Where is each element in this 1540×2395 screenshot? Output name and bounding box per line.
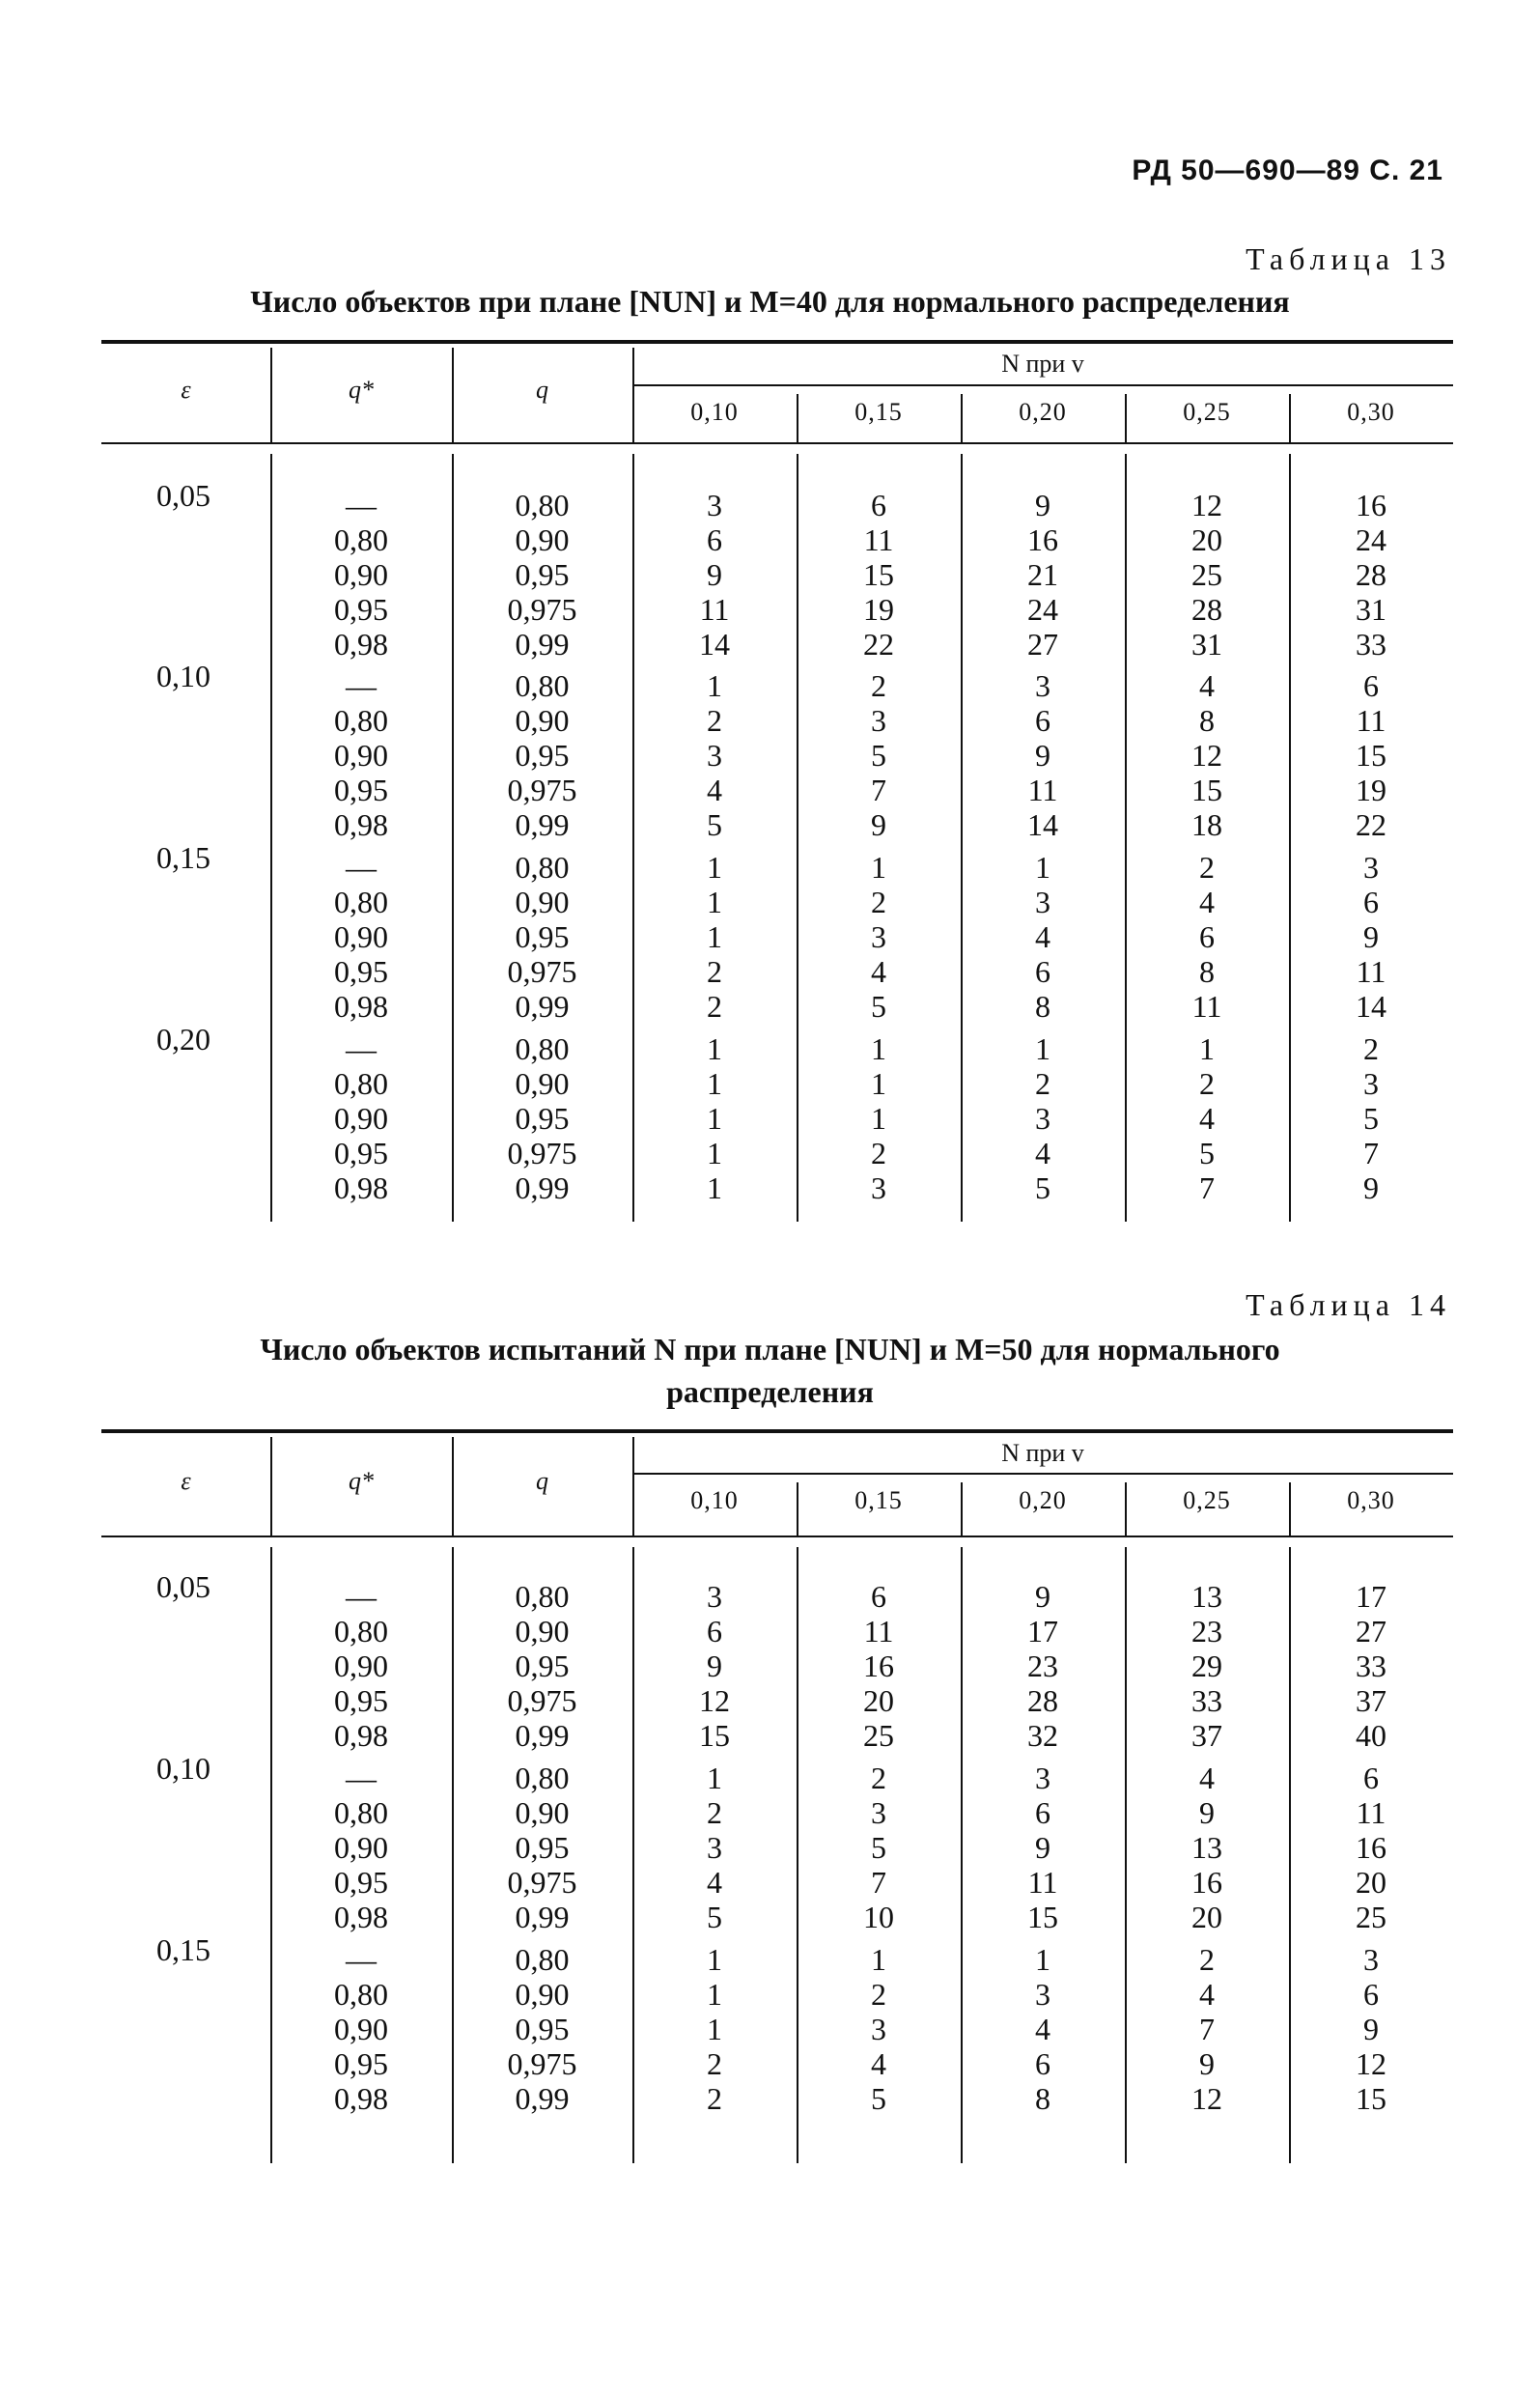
n-value-cell: 7 <box>871 1865 886 1900</box>
header-q: q <box>536 1467 548 1495</box>
q-cell: 0,80 <box>515 850 570 885</box>
n-value-cell: 20 <box>1191 1900 1222 1934</box>
n-value-cell: 4 <box>707 773 722 807</box>
n-value-cell: 28 <box>1191 592 1222 627</box>
n-value-cell: 2 <box>1363 1031 1379 1066</box>
n-value-cell: 2 <box>707 2081 722 2116</box>
q-star-cell: 0,98 <box>334 1900 388 1934</box>
n-value-cell: 20 <box>1356 1865 1386 1900</box>
q-star-cell: 0,80 <box>334 1977 388 2012</box>
header-v-value: 0,25 <box>1183 398 1231 426</box>
n-value-cell: 16 <box>1356 488 1386 522</box>
n-value-cell: 11 <box>1356 954 1386 989</box>
q-cell: 0,99 <box>515 1718 570 1753</box>
n-value-cell: 1 <box>707 1101 722 1136</box>
n-value-cell: 3 <box>871 1170 886 1205</box>
n-value-cell: 11 <box>699 592 730 627</box>
n-value-cell: 4 <box>871 2046 886 2081</box>
q-cell: 0,99 <box>515 1170 570 1205</box>
table-title: Число объектов испытаний N при плане [NUN] и M=50 для нормального <box>260 1332 1280 1367</box>
n-value-cell: 27 <box>1027 627 1058 662</box>
n-value-cell: 1 <box>707 919 722 954</box>
n-value-cell: 2 <box>707 2046 722 2081</box>
n-value-cell: 1 <box>707 668 722 703</box>
n-value-cell: 1 <box>1035 850 1050 885</box>
epsilon-value: 0,20 <box>156 1022 210 1057</box>
n-value-cell: 1 <box>871 1942 886 1977</box>
n-value-cell: 9 <box>1199 1795 1215 1830</box>
n-value-cell: 9 <box>1199 2046 1215 2081</box>
q-cell: 0,90 <box>515 1977 570 2012</box>
n-value-cell: 4 <box>1199 885 1215 919</box>
n-value-cell: 3 <box>1035 668 1050 703</box>
n-value-cell: 2 <box>871 1136 886 1170</box>
epsilon-value: 0,15 <box>156 1932 210 1967</box>
n-value-cell: 1 <box>1035 1031 1050 1066</box>
q-star-cell: 0,90 <box>334 738 388 773</box>
q-cell: 0,90 <box>515 1795 570 1830</box>
n-value-cell: 9 <box>1035 488 1050 522</box>
n-value-cell: 2 <box>707 1795 722 1830</box>
q-cell: 0,95 <box>515 2012 570 2046</box>
n-value-cell: 1 <box>707 1977 722 2012</box>
n-value-cell: 33 <box>1356 1648 1386 1683</box>
n-value-cell: 6 <box>707 1614 722 1648</box>
q-star-cell: 0,98 <box>334 1170 388 1205</box>
n-value-cell: 1 <box>707 1942 722 1977</box>
q-cell: 0,95 <box>515 1830 570 1865</box>
n-value-cell: 4 <box>1035 2012 1050 2046</box>
header-bottom-rule <box>101 1536 1453 1537</box>
q-star-cell: 0,90 <box>334 919 388 954</box>
n-value-cell: 17 <box>1356 1579 1386 1614</box>
n-value-cell: 11 <box>1027 1865 1058 1900</box>
q-star-cell: 0,98 <box>334 627 388 662</box>
n-value-cell: 23 <box>1191 1614 1222 1648</box>
n-value-cell: 17 <box>1027 1614 1058 1648</box>
n-value-cell: 11 <box>1356 1795 1386 1830</box>
n-value-cell: 3 <box>1035 1761 1050 1795</box>
q-cell: 0,80 <box>515 488 570 522</box>
n-value-cell: 5 <box>871 1830 886 1865</box>
n-value-cell: 24 <box>1027 592 1058 627</box>
q-star-cell: 0,98 <box>334 1718 388 1753</box>
header-v-value: 0,10 <box>690 398 739 426</box>
n-value-cell: 13 <box>1191 1830 1222 1865</box>
q-star-cell: — <box>346 668 377 703</box>
n-value-cell: 1 <box>1199 1031 1215 1066</box>
n-value-cell: 14 <box>1027 807 1058 842</box>
q-star-cell: 0,95 <box>334 592 388 627</box>
n-value-cell: 5 <box>1035 1170 1050 1205</box>
n-value-cell: 28 <box>1027 1683 1058 1718</box>
n-value-cell: 28 <box>1356 557 1386 592</box>
n-value-cell: 25 <box>1191 557 1222 592</box>
header-n-pri-v: N при v <box>1001 350 1084 378</box>
n-value-cell: 4 <box>1035 919 1050 954</box>
header-v-value: 0,30 <box>1347 398 1395 426</box>
n-value-cell: 3 <box>707 738 722 773</box>
q-star-cell: 0,98 <box>334 989 388 1024</box>
header-q-star: q* <box>349 1467 374 1495</box>
epsilon-value: 0,05 <box>156 1569 210 1604</box>
n-value-cell: 9 <box>1035 1579 1050 1614</box>
n-value-cell: 6 <box>1035 703 1050 738</box>
n-value-cell: 5 <box>871 738 886 773</box>
n-value-cell: 2 <box>1199 1942 1215 1977</box>
q-cell: 0,99 <box>515 807 570 842</box>
n-value-cell: 3 <box>871 919 886 954</box>
n-value-cell: 3 <box>707 488 722 522</box>
n-value-cell: 29 <box>1191 1648 1222 1683</box>
n-value-cell: 40 <box>1356 1718 1386 1753</box>
n-value-cell: 1 <box>1035 1942 1050 1977</box>
q-star-cell: 0,95 <box>334 1683 388 1718</box>
n-value-cell: 25 <box>863 1718 894 1753</box>
q-star-cell: 0,95 <box>334 1136 388 1170</box>
q-star-cell: 0,90 <box>334 1648 388 1683</box>
n-value-cell: 15 <box>863 557 894 592</box>
epsilon-value: 0,10 <box>156 659 210 693</box>
n-value-cell: 12 <box>699 1683 730 1718</box>
table-title: Число объектов при плане [NUN] и M=40 для нормального распределения <box>250 284 1290 319</box>
n-value-cell: 16 <box>1191 1865 1222 1900</box>
q-star-cell: — <box>346 1942 377 1977</box>
n-value-cell: 33 <box>1191 1683 1222 1718</box>
n-value-cell: 2 <box>871 1977 886 2012</box>
header-v-value: 0,15 <box>854 398 903 426</box>
n-value-cell: 11 <box>1191 989 1222 1024</box>
n-value-cell: 5 <box>707 1900 722 1934</box>
n-value-cell: 6 <box>1363 885 1379 919</box>
q-cell: 0,975 <box>507 2046 577 2081</box>
q-cell: 0,975 <box>507 1865 577 1900</box>
n-value-cell: 1 <box>707 1031 722 1066</box>
table-title: распределения <box>666 1374 874 1409</box>
epsilon-value: 0,05 <box>156 478 210 513</box>
n-value-cell: 2 <box>707 703 722 738</box>
header-q-star: q* <box>349 376 374 404</box>
n-value-cell: 6 <box>1363 668 1379 703</box>
header-v-value: 0,20 <box>1019 1486 1067 1514</box>
n-value-cell: 4 <box>707 1865 722 1900</box>
n-value-cell: 4 <box>1199 668 1215 703</box>
q-cell: 0,99 <box>515 989 570 1024</box>
q-cell: 0,99 <box>515 2081 570 2116</box>
q-cell: 0,95 <box>515 919 570 954</box>
n-value-cell: 7 <box>1363 1136 1379 1170</box>
n-value-cell: 15 <box>1356 738 1386 773</box>
n-value-cell: 5 <box>1199 1136 1215 1170</box>
header-sub-rule <box>632 1473 1453 1475</box>
n-value-cell: 14 <box>699 627 730 662</box>
n-value-cell: 1 <box>707 1066 722 1101</box>
n-value-cell: 3 <box>1363 1942 1379 1977</box>
n-value-cell: 15 <box>699 1718 730 1753</box>
n-value-cell: 16 <box>863 1648 894 1683</box>
n-value-cell: 4 <box>1035 1136 1050 1170</box>
n-value-cell: 9 <box>707 1648 722 1683</box>
n-value-cell: 2 <box>1035 1066 1050 1101</box>
n-value-cell: 5 <box>871 2081 886 2116</box>
n-value-cell: 15 <box>1027 1900 1058 1934</box>
n-value-cell: 3 <box>871 703 886 738</box>
n-value-cell: 1 <box>707 1761 722 1795</box>
n-value-cell: 2 <box>707 989 722 1024</box>
n-value-cell: 1 <box>707 2012 722 2046</box>
n-value-cell: 9 <box>1035 1830 1050 1865</box>
q-cell: 0,95 <box>515 738 570 773</box>
header-q: q <box>536 376 548 404</box>
n-value-cell: 22 <box>1356 807 1386 842</box>
n-value-cell: 6 <box>1035 1795 1050 1830</box>
q-star-cell: — <box>346 488 377 522</box>
q-cell: 0,80 <box>515 1761 570 1795</box>
n-value-cell: 8 <box>1199 703 1215 738</box>
n-value-cell: 14 <box>1356 989 1386 1024</box>
n-value-cell: 31 <box>1356 592 1386 627</box>
n-value-cell: 8 <box>1199 954 1215 989</box>
n-value-cell: 2 <box>871 1761 886 1795</box>
n-value-cell: 20 <box>1191 522 1222 557</box>
q-cell: 0,80 <box>515 1031 570 1066</box>
n-value-cell: 21 <box>1027 557 1058 592</box>
n-value-cell: 9 <box>1363 1170 1379 1205</box>
n-value-cell: 6 <box>871 1579 886 1614</box>
n-value-cell: 6 <box>707 522 722 557</box>
n-value-cell: 19 <box>1356 773 1386 807</box>
n-value-cell: 12 <box>1191 2081 1222 2116</box>
table-number: Таблица 13 <box>1246 241 1451 276</box>
q-star-cell: 0,80 <box>334 1066 388 1101</box>
q-cell: 0,99 <box>515 1900 570 1934</box>
q-cell: 0,975 <box>507 592 577 627</box>
n-value-cell: 6 <box>1363 1977 1379 2012</box>
q-cell: 0,975 <box>507 954 577 989</box>
n-value-cell: 16 <box>1356 1830 1386 1865</box>
n-value-cell: 5 <box>1363 1101 1379 1136</box>
n-value-cell: 6 <box>1363 1761 1379 1795</box>
n-value-cell: 1 <box>707 850 722 885</box>
q-cell: 0,975 <box>507 773 577 807</box>
table-number: Таблица 14 <box>1246 1287 1451 1322</box>
q-cell: 0,90 <box>515 885 570 919</box>
n-value-cell: 3 <box>1035 1977 1050 2012</box>
q-star-cell: 0,80 <box>334 703 388 738</box>
n-value-cell: 16 <box>1027 522 1058 557</box>
q-cell: 0,99 <box>515 627 570 662</box>
n-value-cell: 9 <box>871 807 886 842</box>
n-value-cell: 6 <box>871 488 886 522</box>
n-value-cell: 5 <box>707 807 722 842</box>
n-value-cell: 15 <box>1191 773 1222 807</box>
q-cell: 0,95 <box>515 1648 570 1683</box>
q-star-cell: 0,90 <box>334 1830 388 1865</box>
n-value-cell: 3 <box>1363 1066 1379 1101</box>
header-v-value: 0,15 <box>854 1486 903 1514</box>
n-value-cell: 2 <box>871 885 886 919</box>
q-star-cell: 0,80 <box>334 1795 388 1830</box>
header-epsilon: ε <box>181 1467 191 1495</box>
header-sub-rule <box>632 384 1453 386</box>
n-value-cell: 9 <box>1363 919 1379 954</box>
n-value-cell: 1 <box>707 1170 722 1205</box>
n-value-cell: 4 <box>1199 1977 1215 2012</box>
n-value-cell: 4 <box>1199 1101 1215 1136</box>
n-value-cell: 3 <box>707 1579 722 1614</box>
q-cell: 0,95 <box>515 557 570 592</box>
n-value-cell: 1 <box>871 850 886 885</box>
q-star-cell: 0,95 <box>334 954 388 989</box>
n-value-cell: 9 <box>707 557 722 592</box>
n-value-cell: 10 <box>863 1900 894 1934</box>
epsilon-value: 0,10 <box>156 1751 210 1786</box>
n-value-cell: 1 <box>871 1031 886 1066</box>
n-value-cell: 2 <box>707 954 722 989</box>
n-value-cell: 15 <box>1356 2081 1386 2116</box>
n-value-cell: 9 <box>1035 738 1050 773</box>
page-header: РД 50—690—89 С. 21 <box>1132 155 1443 186</box>
q-cell: 0,90 <box>515 1614 570 1648</box>
n-value-cell: 1 <box>871 1066 886 1101</box>
q-cell: 0,80 <box>515 1579 570 1614</box>
n-value-cell: 33 <box>1356 627 1386 662</box>
header-bottom-rule <box>101 442 1453 444</box>
n-value-cell: 7 <box>871 773 886 807</box>
q-star-cell: 0,95 <box>334 2046 388 2081</box>
n-value-cell: 2 <box>871 668 886 703</box>
q-star-cell: 0,98 <box>334 2081 388 2116</box>
n-value-cell: 6 <box>1035 954 1050 989</box>
n-value-cell: 4 <box>871 954 886 989</box>
n-value-cell: 20 <box>863 1683 894 1718</box>
n-value-cell: 4 <box>1199 1761 1215 1795</box>
n-value-cell: 12 <box>1191 738 1222 773</box>
n-value-cell: 24 <box>1356 522 1386 557</box>
q-star-cell: 0,90 <box>334 557 388 592</box>
q-cell: 0,80 <box>515 1942 570 1977</box>
table-top-rule <box>101 340 1453 344</box>
n-value-cell: 9 <box>1363 2012 1379 2046</box>
q-cell: 0,90 <box>515 1066 570 1101</box>
n-value-cell: 5 <box>871 989 886 1024</box>
n-value-cell: 18 <box>1191 807 1222 842</box>
header-v-value: 0,10 <box>690 1486 739 1514</box>
n-value-cell: 3 <box>871 1795 886 1830</box>
header-epsilon: ε <box>181 376 191 404</box>
q-star-cell: — <box>346 1761 377 1795</box>
n-value-cell: 6 <box>1199 919 1215 954</box>
table-top-rule <box>101 1429 1453 1433</box>
q-star-cell: 0,80 <box>334 885 388 919</box>
header-v-value: 0,30 <box>1347 1486 1395 1514</box>
n-value-cell: 1 <box>707 885 722 919</box>
n-value-cell: 19 <box>863 592 894 627</box>
n-value-cell: 1 <box>871 1101 886 1136</box>
q-cell: 0,975 <box>507 1683 577 1718</box>
header-n-pri-v: N при v <box>1001 1439 1084 1467</box>
q-star-cell: 0,98 <box>334 807 388 842</box>
n-value-cell: 6 <box>1035 2046 1050 2081</box>
header-v-value: 0,20 <box>1019 398 1067 426</box>
q-star-cell: — <box>346 850 377 885</box>
n-value-cell: 23 <box>1027 1648 1058 1683</box>
n-value-cell: 25 <box>1356 1900 1386 1934</box>
n-value-cell: 13 <box>1191 1579 1222 1614</box>
q-star-cell: 0,95 <box>334 773 388 807</box>
n-value-cell: 8 <box>1035 989 1050 1024</box>
n-value-cell: 3 <box>1035 885 1050 919</box>
n-value-cell: 12 <box>1356 2046 1386 2081</box>
q-star-cell: 0,95 <box>334 1865 388 1900</box>
n-value-cell: 31 <box>1191 627 1222 662</box>
n-value-cell: 27 <box>1356 1614 1386 1648</box>
n-value-cell: 11 <box>863 1614 894 1648</box>
n-value-cell: 11 <box>863 522 894 557</box>
q-cell: 0,90 <box>515 522 570 557</box>
q-cell: 0,975 <box>507 1136 577 1170</box>
q-star-cell: — <box>346 1031 377 1066</box>
n-value-cell: 3 <box>871 2012 886 2046</box>
q-star-cell: — <box>346 1579 377 1614</box>
q-cell: 0,90 <box>515 703 570 738</box>
header-v-value: 0,25 <box>1183 1486 1231 1514</box>
n-value-cell: 37 <box>1356 1683 1386 1718</box>
n-value-cell: 7 <box>1199 2012 1215 2046</box>
n-value-cell: 11 <box>1356 703 1386 738</box>
n-value-cell: 1 <box>707 1136 722 1170</box>
n-value-cell: 3 <box>1363 850 1379 885</box>
q-cell: 0,95 <box>515 1101 570 1136</box>
n-value-cell: 7 <box>1199 1170 1215 1205</box>
n-value-cell: 32 <box>1027 1718 1058 1753</box>
n-value-cell: 3 <box>707 1830 722 1865</box>
q-star-cell: 0,80 <box>334 1614 388 1648</box>
n-value-cell: 11 <box>1027 773 1058 807</box>
n-value-cell: 8 <box>1035 2081 1050 2116</box>
q-star-cell: 0,90 <box>334 1101 388 1136</box>
n-value-cell: 2 <box>1199 1066 1215 1101</box>
n-value-cell: 22 <box>863 627 894 662</box>
n-value-cell: 2 <box>1199 850 1215 885</box>
q-cell: 0,80 <box>515 668 570 703</box>
n-value-cell: 12 <box>1191 488 1222 522</box>
n-value-cell: 3 <box>1035 1101 1050 1136</box>
n-value-cell: 37 <box>1191 1718 1222 1753</box>
q-star-cell: 0,90 <box>334 2012 388 2046</box>
epsilon-value: 0,15 <box>156 840 210 875</box>
q-star-cell: 0,80 <box>334 522 388 557</box>
